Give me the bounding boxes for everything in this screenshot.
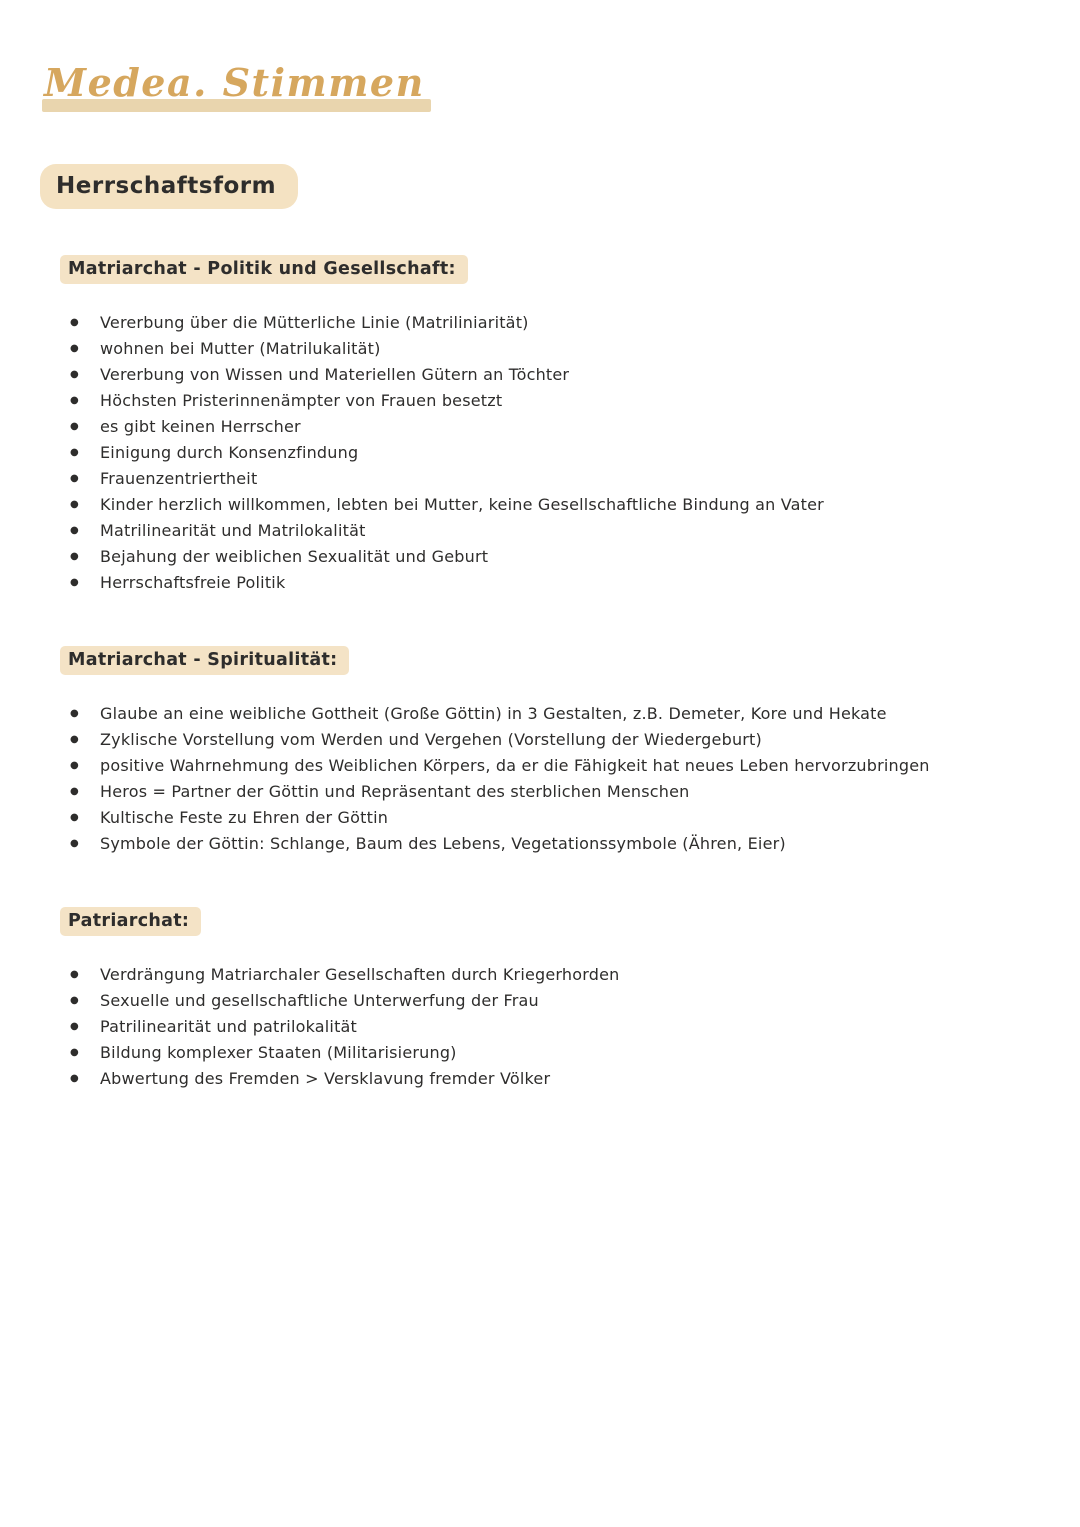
list-item <box>70 518 1036 544</box>
list-item <box>70 336 1036 362</box>
section-herrschaftsform <box>40 112 1036 1092</box>
list-item <box>70 701 1036 727</box>
bullet-dot-icon: ● <box>70 1047 79 1058</box>
bullet-dot-icon: ● <box>70 369 79 380</box>
list-item <box>70 310 1036 336</box>
bullet-dot-icon: ● <box>70 995 79 1006</box>
list-item <box>70 440 1036 466</box>
bullet-dot-icon: ● <box>70 760 79 771</box>
bullet-text: Patrilinearität und patrilokalität <box>100 1017 358 1036</box>
bullet-text: wohnen bei Mutter (Matrilukalität) <box>100 339 381 358</box>
bullet-text: Matrilinearität und Matrilokalität <box>100 521 366 540</box>
bullet-dot-icon: ● <box>70 786 79 797</box>
bullet-text: Bildung komplexer Staaten (Militarisierung) <box>100 1043 457 1062</box>
bullet-text: Kinder herzlich willkommen, lebten bei Mutter, keine Gesellschaftliche Bindung an Vater <box>100 495 824 514</box>
bullet-text: Heros = Partner der Göttin und Repräsentant des sterblichen Menschen <box>100 782 690 801</box>
subsection-heading: Matriarchat - Spiritualität: <box>60 646 349 675</box>
list-item <box>70 570 1036 596</box>
bullet-dot-icon: ● <box>70 1021 79 1032</box>
bullet-text: Vererbung über die Mütterliche Linie (Matriliniarität) <box>100 313 529 332</box>
list-item <box>70 362 1036 388</box>
section-heading: Herrschaftsform <box>40 164 298 209</box>
bullet-dot-icon: ● <box>70 577 79 588</box>
bullet-dot-icon: ● <box>70 708 79 719</box>
page-title-block <box>42 60 431 112</box>
bullet-text: Sexuelle und gesellschaftliche Unterwerfung der Frau <box>100 991 539 1010</box>
subsection-matriarchat-politik <box>40 209 1036 596</box>
bullet-dot-icon: ● <box>70 551 79 562</box>
bullet-text: Bejahung der weiblichen Sexualität und Geburt <box>100 547 489 566</box>
bullet-dot-icon: ● <box>70 838 79 849</box>
list-item <box>70 962 1036 988</box>
subsection-patriarchat <box>40 857 1036 1092</box>
list-item <box>70 831 1036 857</box>
list-item <box>70 414 1036 440</box>
list-item <box>70 805 1036 831</box>
list-item <box>70 492 1036 518</box>
list-item <box>70 1014 1036 1040</box>
subsection-heading: Matriarchat - Politik und Gesellschaft: <box>60 255 468 284</box>
list-item <box>70 988 1036 1014</box>
bullet-dot-icon: ● <box>70 969 79 980</box>
bullet-text: Abwertung des Fremden > Versklavung fremder Völker <box>100 1069 551 1088</box>
bullet-text: Vererbung von Wissen und Materiellen Gütern an Töchter <box>100 365 570 384</box>
bullet-list <box>40 701 1036 857</box>
bullet-dot-icon: ● <box>70 317 79 328</box>
bullet-text: Symbole der Göttin: Schlange, Baum des Lebens, Vegetationssymbole (Ähren, Eier) <box>100 834 786 853</box>
bullet-list <box>40 962 1036 1092</box>
bullet-text: Zyklische Vorstellung vom Werden und Vergehen (Vorstellung der Wiedergeburt) <box>100 730 762 749</box>
bullet-text: Verdrängung Matriarchaler Gesellschaften durch Kriegerhorden <box>100 965 620 984</box>
bullet-dot-icon: ● <box>70 421 79 432</box>
bullet-text: Einigung durch Konsenzfindung <box>100 443 359 462</box>
bullet-dot-icon: ● <box>70 734 79 745</box>
list-item <box>70 727 1036 753</box>
list-item <box>70 388 1036 414</box>
list-item <box>70 753 1036 779</box>
bullet-list <box>40 310 1036 596</box>
list-item <box>70 1066 1036 1092</box>
bullet-dot-icon: ● <box>70 473 79 484</box>
subsection-matriarchat-spiritualitaet <box>40 596 1036 857</box>
bullet-dot-icon: ● <box>70 343 79 354</box>
page-title: Medea. Stimmen <box>44 60 425 105</box>
bullet-text: Herrschaftsfreie Politik <box>100 573 286 592</box>
bullet-text: es gibt keinen Herrscher <box>100 417 301 436</box>
bullet-text: positive Wahrnehmung des Weiblichen Körpers, da er die Fähigkeit hat neues Leben hervorzubringen <box>100 756 930 775</box>
bullet-dot-icon: ● <box>70 812 79 823</box>
list-item <box>70 544 1036 570</box>
bullet-text: Frauenzentriertheit <box>100 469 258 488</box>
bullet-dot-icon: ● <box>70 499 79 510</box>
list-item <box>70 779 1036 805</box>
bullet-dot-icon: ● <box>70 447 79 458</box>
bullet-text: Kultische Feste zu Ehren der Göttin <box>100 808 389 827</box>
list-item <box>70 1040 1036 1066</box>
list-item <box>70 466 1036 492</box>
bullet-dot-icon: ● <box>70 395 79 406</box>
bullet-text: Glaube an eine weibliche Gottheit (Große Göttin) in 3 Gestalten, z.B. Demeter, Kore und Hekate <box>100 704 887 723</box>
bullet-dot-icon: ● <box>70 1073 79 1084</box>
bullet-text: Höchsten Pristerinnenämpter von Frauen besetzt <box>100 391 503 410</box>
subsection-heading: Patriarchat: <box>60 907 201 936</box>
bullet-dot-icon: ● <box>70 525 79 536</box>
